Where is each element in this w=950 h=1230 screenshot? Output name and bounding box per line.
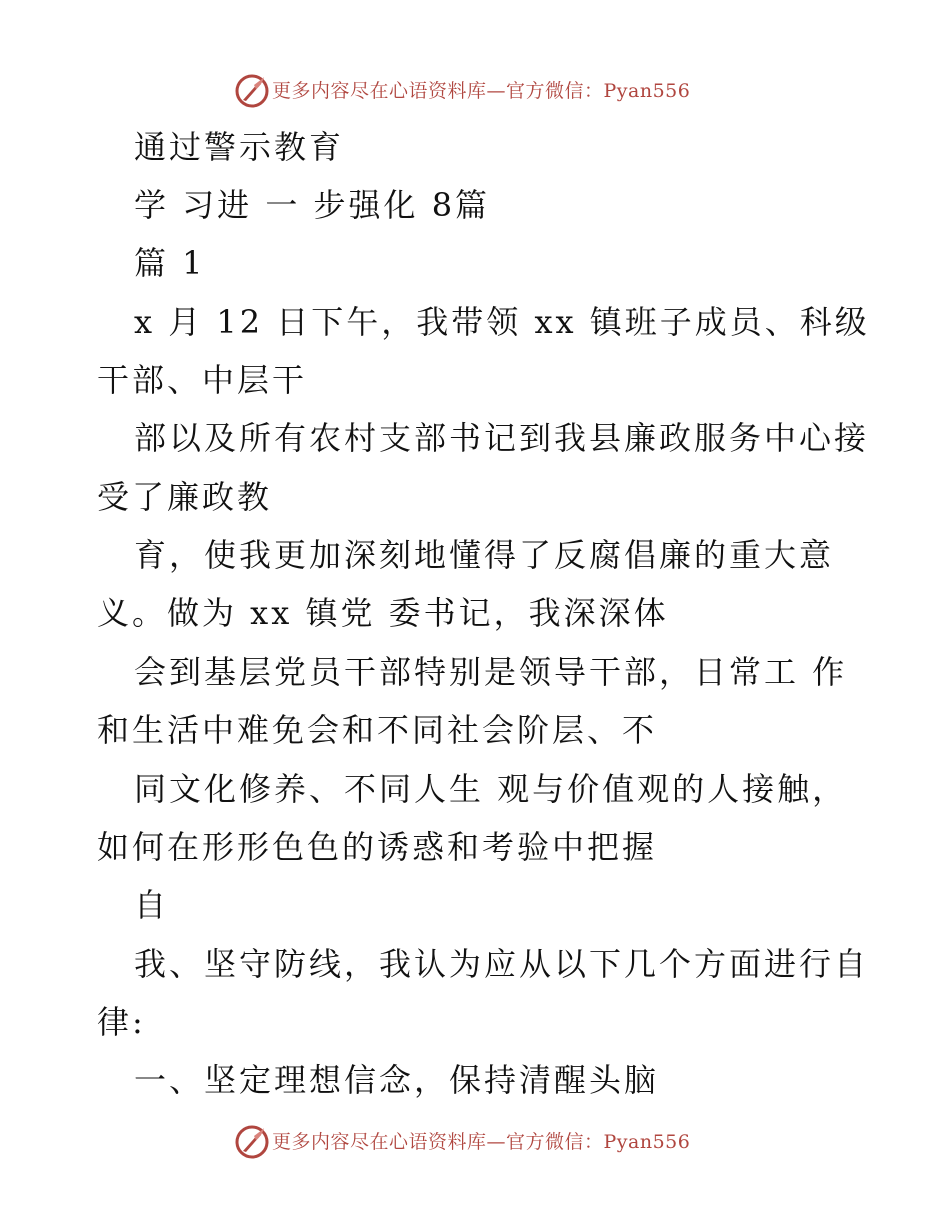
paragraph-line: 同文化修养、不同人生 观与价值观的人接触， (134, 770, 848, 808)
paragraph-line: 育，使我更加深刻地懂得了反腐倡廉的重大意 (134, 536, 835, 574)
section-heading: 篇 1 (134, 244, 206, 282)
watermark-footer (0, 1122, 950, 1162)
paragraph-line: 自 (134, 886, 170, 924)
watermark-text: 更多内容尽在心语资料库—官方微信：Pyan556 (272, 80, 691, 102)
subheading-line: 一、坚定理想信念，保持清醒头脑 (134, 1061, 660, 1099)
doc-title-line-2: 学 习进 一 步强化 8篇 (134, 186, 491, 224)
paragraph-line: 和生活中难免会和不同社会阶层、不 (97, 711, 658, 749)
paragraph-line: 如何在形形色色的诱惑和考验中把握 (97, 828, 658, 866)
paragraph-line: x 月 12 日下午，我带领 xx 镇班子成员、科级 (134, 303, 870, 341)
doc-title-line-1: 通过警示教育 (134, 128, 345, 166)
watermark-text: 更多内容尽在心语资料库—官方微信：Pyan556 (272, 1131, 691, 1153)
feather-pen-logo-icon (234, 1124, 270, 1160)
paragraph-line: 我、坚守防线，我认为应从以下几个方面进行自 (134, 945, 870, 983)
watermark-header (0, 71, 950, 111)
paragraph-line: 干部、中层干 (97, 361, 308, 399)
paragraph-line: 部以及所有农村支部书记到我县廉政服务中心接 (134, 419, 870, 457)
paragraph-line: 律: (97, 1003, 146, 1041)
paragraph-line: 义。做为 xx 镇党 委书记，我深深体 (97, 594, 669, 632)
paragraph-line: 受了廉政教 (97, 478, 273, 516)
feather-pen-logo-icon (234, 73, 270, 109)
paragraph-line: 会到基层党员干部特别是领导干部，日常工 作 (134, 653, 848, 691)
